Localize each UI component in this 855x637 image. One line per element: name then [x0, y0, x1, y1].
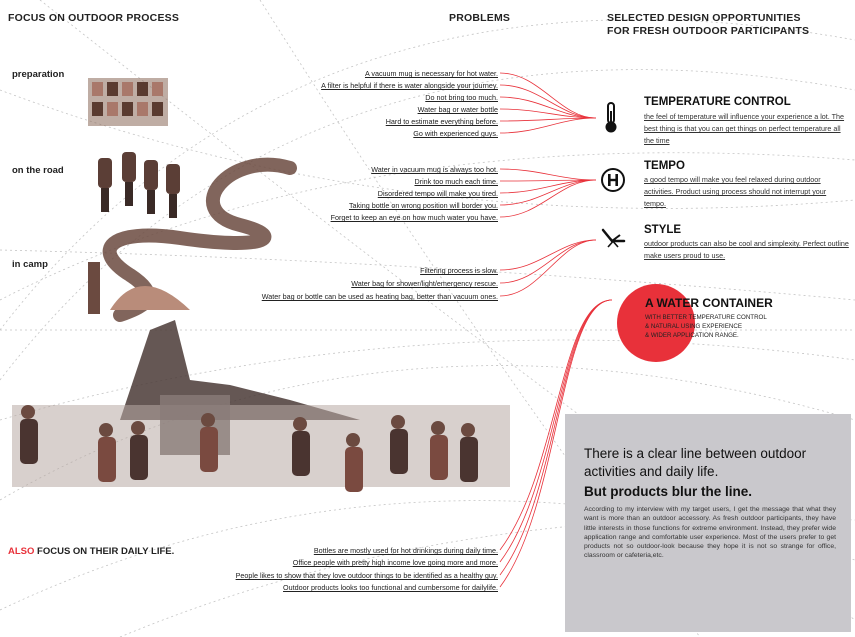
- hiker-body-2: [122, 152, 136, 182]
- water-container-sub-line-1: WITH BETTER TEMPERATURE CONTROL: [645, 314, 767, 321]
- opportunity-title-style: STYLE: [644, 224, 682, 236]
- problem-road-5: Forget to keep an eye on how much water you have.: [330, 213, 498, 222]
- city-person-body-5: [292, 431, 310, 476]
- water-container-sub-line-2: & NATURAL USING EXPERIENCE: [645, 323, 742, 330]
- city-person-head-2: [99, 423, 113, 437]
- insight-bold: But products blur the line.: [584, 484, 752, 499]
- also-label: ALSO: [8, 546, 35, 557]
- tempo-icon: [600, 167, 626, 193]
- city-person-head-3: [131, 421, 145, 435]
- problems-header: PROBLEMS: [449, 12, 511, 24]
- problem-prep-4: Water bag or water bottle: [417, 105, 498, 114]
- city-person-body-1: [20, 419, 38, 464]
- gear-item-5: [152, 82, 163, 96]
- city-person-body-8: [430, 435, 448, 480]
- gear-item-3: [122, 82, 133, 96]
- city-person-head-5: [293, 417, 307, 431]
- city-person-head-7: [391, 415, 405, 429]
- gear-item-9: [137, 102, 148, 116]
- red-connector-1: [500, 73, 596, 118]
- stage-in-camp: in camp: [12, 259, 48, 270]
- problem-road-3: Disordered tempo will make you tired.: [377, 189, 498, 198]
- opportunities-header-line2: FOR FRESH OUTDOOR PARTICIPANTS: [607, 25, 810, 37]
- problem-camp-1: Filtering process is slow.: [420, 266, 498, 275]
- problem-prep-5: Hard to estimate everything before.: [385, 117, 498, 126]
- city-person-body-3: [130, 435, 148, 480]
- problem-prep-6: Go with experienced guys.: [413, 129, 498, 138]
- city-person-body-6: [345, 447, 363, 492]
- problem-road-2: Drink too much each time.: [414, 177, 498, 186]
- hiker-legs-4: [169, 194, 177, 218]
- daily-life-heading: [8, 546, 174, 557]
- camper-1: [88, 262, 100, 314]
- daily-problem-4: Outdoor products looks too functional and cumbersome for dailylife.: [283, 583, 498, 592]
- water-container-title: A WATER CONTAINER: [645, 296, 773, 310]
- problem-road-1: Water in vacuum mug is always too hot.: [371, 165, 498, 174]
- insight-line-2: activities and daily life.: [584, 464, 719, 479]
- opportunity-desc-style: outdoor products can also be cool and simplexity. Perfect outline make users proud to use.: [644, 239, 849, 260]
- red-connector-3: [500, 97, 596, 118]
- red-connector-7: [500, 169, 596, 180]
- stage-on-the-road: on the road: [12, 165, 64, 176]
- opportunities-header-line1: SELECTED DESIGN OPPORTUNITIES: [607, 12, 801, 24]
- insight-line-1: There is a clear line between outdoor: [584, 446, 807, 461]
- city-person-head-1: [21, 405, 35, 419]
- thermometer-icon: [600, 101, 622, 135]
- gear-item-7: [107, 102, 118, 116]
- opportunity-title-tempo: TEMPO: [644, 160, 685, 172]
- city-person-body-7: [390, 429, 408, 474]
- city-person-head-4: [201, 413, 215, 427]
- water-container-sub-line-3: & WIDER APPLICATION RANGE.: [645, 332, 739, 339]
- opportunity-title-temperature: TEMPERATURE CONTROL: [644, 96, 791, 108]
- gear-item-1: [92, 82, 103, 96]
- gear-item-6: [92, 102, 103, 116]
- gear-item-2: [107, 82, 118, 96]
- daily-problem-3: People likes to show that they love outdoor things to be identified as a healthy guy.: [235, 571, 498, 580]
- daily-problem-2: Office people with pretty high income love going more and more.: [292, 558, 498, 567]
- hiker-legs-2: [125, 182, 133, 206]
- hiker-legs-1: [101, 188, 109, 212]
- red-connector-12: [500, 240, 596, 270]
- building: [160, 395, 230, 455]
- red-connector-13: [500, 240, 596, 283]
- hiker-body-1: [98, 158, 112, 188]
- city-person-body-2: [98, 437, 116, 482]
- tent: [110, 286, 190, 310]
- chair-icon: [600, 227, 628, 249]
- insight-paragraph: According to my interview with my target users, I get the message that what they want is more than an outdoor accessory. As fresh outdoor participants, they have little interests in those functions for extreme environment. Instead, they prefer wide application range and comfortable user experience. Most of the users prefer to get products not so outdoor-look because they hope it is not so strange for office, classroom or cafeteria,etc.: [584, 506, 836, 560]
- problem-camp-2: Water bag for shower/light/emergency rescue.: [351, 279, 498, 288]
- city-person-head-8: [431, 421, 445, 435]
- stage-preparation: preparation: [12, 69, 65, 80]
- water-container-subtitle: [645, 313, 795, 340]
- problem-prep-1: A vacuum mug is necessary for hot water.: [364, 69, 498, 78]
- hiker-legs-3: [147, 190, 155, 214]
- opportunity-desc-temperature: the feel of temperature will influence your experience a lot. The best thing is that you can get things on perfect temperature all the time: [644, 112, 845, 145]
- gear-item-10: [152, 102, 163, 116]
- opportunity-desc-tempo: a good tempo will make you feel relaxed during outdoor activities. Product using process should not interrupt your tempo.: [644, 175, 827, 208]
- city-person-body-4: [200, 427, 218, 472]
- daily-problem-1: Bottles are mostly used for hot drinkings during daily time.: [313, 546, 498, 555]
- process-header: FOCUS ON OUTDOOR PROCESS: [8, 12, 180, 24]
- city-person-head-6: [346, 433, 360, 447]
- problem-prep-3: Do not bring too much.: [425, 93, 498, 102]
- problem-camp-3: Water bag or bottle can be used as heating bag, better than vacuum ones.: [261, 292, 498, 301]
- problem-road-4: Taking bottle on wrong position will border you.: [348, 201, 498, 210]
- city-person-head-9: [461, 423, 475, 437]
- gear-item-8: [122, 102, 133, 116]
- hiker-body-3: [144, 160, 158, 190]
- daily-life-label: FOCUS ON THEIR DAILY LIFE.: [34, 546, 175, 557]
- red-connector-6: [500, 118, 596, 133]
- red-connector-14: [500, 240, 596, 296]
- problem-prep-2: A filter is helpful if there is water alongside your journey.: [321, 81, 498, 90]
- hiker-body-4: [166, 164, 180, 194]
- gear-item-4: [137, 82, 148, 96]
- city-person-body-9: [460, 437, 478, 482]
- red-connector-11: [500, 180, 596, 217]
